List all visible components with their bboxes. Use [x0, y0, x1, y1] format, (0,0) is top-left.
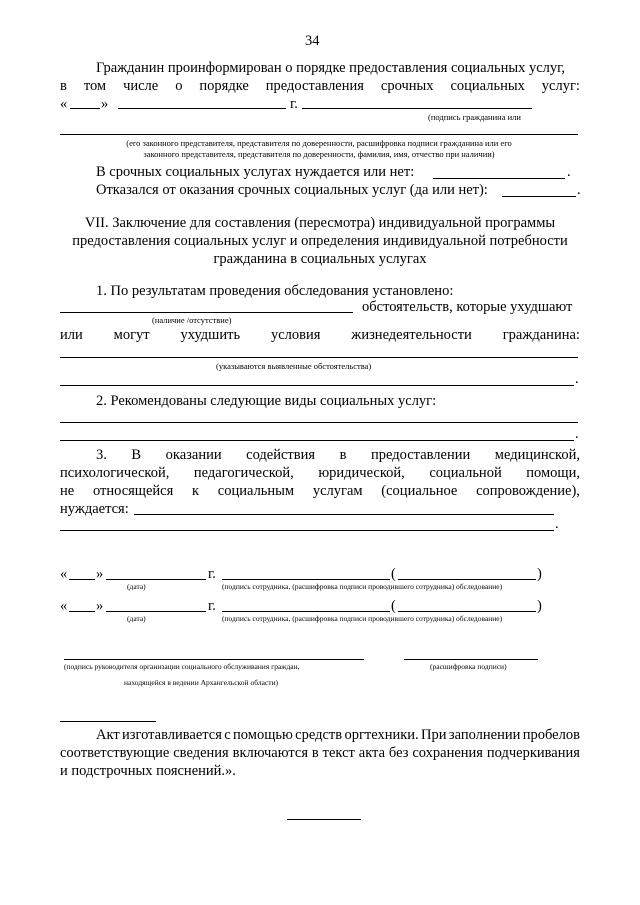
services-blank-2[interactable]	[60, 440, 574, 441]
sig2-year-label: г.	[208, 598, 216, 614]
word: оргтехники.	[344, 727, 419, 743]
item-3-end-dot: .	[555, 516, 559, 532]
services-blank-1[interactable]	[60, 422, 578, 423]
section-7-heading-1: VII. Заключение для составления (пересмотра) индивидуальной программы	[84, 215, 556, 231]
word: 3.	[96, 447, 107, 463]
item-1-text: 1. По результатам проведения обследования установлено:	[96, 283, 454, 299]
word: включаются	[232, 745, 308, 761]
word: сведения	[173, 745, 229, 761]
item-1-end-dot: .	[575, 371, 579, 387]
word: числе	[123, 78, 159, 94]
word: или	[60, 327, 83, 343]
word: предоставления	[265, 78, 364, 94]
sig2-open-quote: «	[60, 598, 68, 614]
section-7-heading-2: предоставления социальных услуг и определения индивидуальной потребности	[72, 233, 568, 249]
inform-line-2	[60, 78, 580, 95]
footnote-line-1	[96, 727, 580, 744]
word: к	[192, 483, 200, 499]
item-1-circumstances: обстоятельств, которые ухудшают	[362, 299, 573, 315]
word: социальным	[217, 483, 295, 499]
date-month-blank[interactable]	[118, 108, 286, 109]
date-open-quote: «	[60, 96, 68, 112]
caption-citizen-signature: (подпись гражданина или	[428, 112, 521, 122]
sig1-month-blank[interactable]	[106, 579, 206, 580]
date-year-label: г.	[290, 96, 298, 112]
presence-blank[interactable]	[60, 312, 353, 313]
word: предоставлении	[371, 447, 471, 463]
word: юридической,	[318, 465, 405, 481]
word: условия	[270, 327, 321, 343]
sig2-close-quote: »	[96, 598, 104, 614]
sig1-paren-close: )	[537, 566, 542, 582]
word: помощью	[233, 727, 293, 743]
sig1-open-quote: «	[60, 566, 68, 582]
caption-head-decode: (расшифровка подписи)	[430, 662, 507, 671]
word: без	[388, 745, 409, 761]
word: услуг:	[541, 78, 580, 94]
sig1-signature-blank[interactable]	[222, 579, 390, 580]
word: жизнедеятельности	[351, 327, 472, 343]
word: акта	[358, 745, 386, 761]
page-number: 34	[305, 33, 320, 49]
sig1-decode-blank[interactable]	[398, 579, 536, 580]
caption-head-1: (подпись руководителя организации социального обслуживания граждан,	[64, 662, 300, 671]
identified-circumstances-blank-2[interactable]	[60, 385, 574, 386]
urgent-need-label: В срочных социальных услугах нуждается или нет:	[96, 164, 415, 180]
item-3-line-1	[96, 447, 580, 464]
sig1-caption-date: (дата)	[127, 582, 146, 591]
item-2-end-dot: .	[575, 426, 579, 442]
sig1-paren-open: (	[391, 566, 396, 582]
item-2-text: 2. Рекомендованы следующие виды социальных услуг:	[96, 393, 437, 409]
sig2-caption-date: (дата)	[127, 614, 146, 623]
word: пробелов	[522, 727, 580, 743]
word: В	[131, 447, 142, 463]
caption-presence: (наличие /отсутствие)	[152, 315, 232, 325]
word: педагогической,	[193, 465, 294, 481]
sig2-paren-close: )	[537, 598, 542, 614]
support-blank-1[interactable]	[134, 514, 554, 515]
sig1-year-label: г.	[208, 566, 216, 582]
word: содействия	[246, 447, 316, 463]
word: о	[175, 78, 183, 94]
item-1-line-3	[60, 327, 580, 344]
caption-identified: (указываются выявленные обстоятельства)	[216, 361, 372, 371]
caption-representative-2: законного представителя, представителя по доверенности, фамилия, имя, отчество при наличии)	[143, 149, 495, 159]
word: срочных	[380, 78, 434, 94]
word: социальных	[450, 78, 525, 94]
word: сохранения	[412, 745, 483, 761]
section-7-heading-3: гражданина в социальных услугах	[213, 251, 427, 267]
inform-line-1: Гражданин проинформирован о порядке предоставления социальных услуг,	[96, 60, 566, 76]
caption-representative-1: (его законного представителя, представителя по доверенности, расшифровка подписи гражданина или его	[126, 138, 512, 148]
word: сопровождение),	[476, 483, 580, 499]
sig2-signature-blank[interactable]	[222, 611, 390, 612]
word: в	[311, 745, 319, 761]
word: средств	[295, 727, 343, 743]
sig2-paren-open: (	[391, 598, 396, 614]
end-line	[287, 819, 361, 820]
head-decode-blank[interactable]	[404, 659, 538, 660]
sig1-day-blank[interactable]	[69, 579, 95, 580]
urgent-need-dot: .	[567, 164, 571, 180]
word: (социальное	[381, 483, 458, 499]
representative-blank[interactable]	[60, 134, 578, 135]
citizen-signature-blank[interactable]	[302, 108, 532, 109]
sig2-decode-blank[interactable]	[398, 611, 536, 612]
caption-head-2: находящейся в ведении Архангельской области)	[124, 678, 279, 687]
support-blank-2[interactable]	[60, 530, 554, 531]
head-signature-blank[interactable]	[64, 659, 364, 660]
word: изготавливается	[122, 727, 222, 743]
word: относящейся	[92, 483, 174, 499]
footnote-line-2	[60, 745, 580, 762]
word: оказании	[165, 447, 222, 463]
word: текст	[322, 745, 355, 761]
date-close-quote: »	[101, 96, 109, 112]
word: ухудшить	[180, 327, 241, 343]
item-3-needs: нуждается:	[60, 501, 129, 517]
word: с	[224, 727, 231, 743]
word: могут	[113, 327, 150, 343]
word: соответствующие	[60, 745, 170, 761]
date-day-blank[interactable]	[70, 108, 100, 109]
footnote-separator	[60, 721, 156, 722]
word: подчеркивания	[486, 745, 580, 761]
word: помощи,	[526, 465, 580, 481]
urgent-refused-blank[interactable]	[502, 196, 576, 197]
word: в	[339, 447, 347, 463]
sig1-caption-employee: (подпись сотрудника, (расшифровка подписи проводившего сотрудника) обследование)	[222, 582, 503, 591]
word: психологической,	[60, 465, 170, 481]
sig2-day-blank[interactable]	[69, 611, 95, 612]
footnote-line-3: и подстрочных пояснений.».	[60, 763, 236, 779]
item-3-line-3	[60, 483, 580, 500]
sig1-close-quote: »	[96, 566, 104, 582]
word: порядке	[199, 78, 249, 94]
sig2-month-blank[interactable]	[106, 611, 206, 612]
identified-circumstances-blank-1[interactable]	[60, 357, 578, 358]
word: том	[83, 78, 107, 94]
word: социальной	[429, 465, 502, 481]
urgent-refused-dot: .	[577, 182, 581, 198]
word: Акт	[96, 727, 120, 743]
word: При	[421, 727, 447, 743]
item-3-line-2	[60, 465, 580, 482]
word: гражданина:	[502, 327, 580, 343]
word: медицинской,	[494, 447, 580, 463]
urgent-refused-label: Отказался от оказания срочных социальных услуг (да или нет):	[96, 182, 488, 198]
word: заполнении	[448, 727, 521, 743]
sig2-caption-employee: (подпись сотрудника, (расшифровка подписи проводившего сотрудника) обследование)	[222, 614, 503, 623]
urgent-need-blank[interactable]	[433, 178, 565, 179]
word: в	[60, 78, 67, 94]
word: услугам	[312, 483, 363, 499]
word: не	[60, 483, 75, 499]
